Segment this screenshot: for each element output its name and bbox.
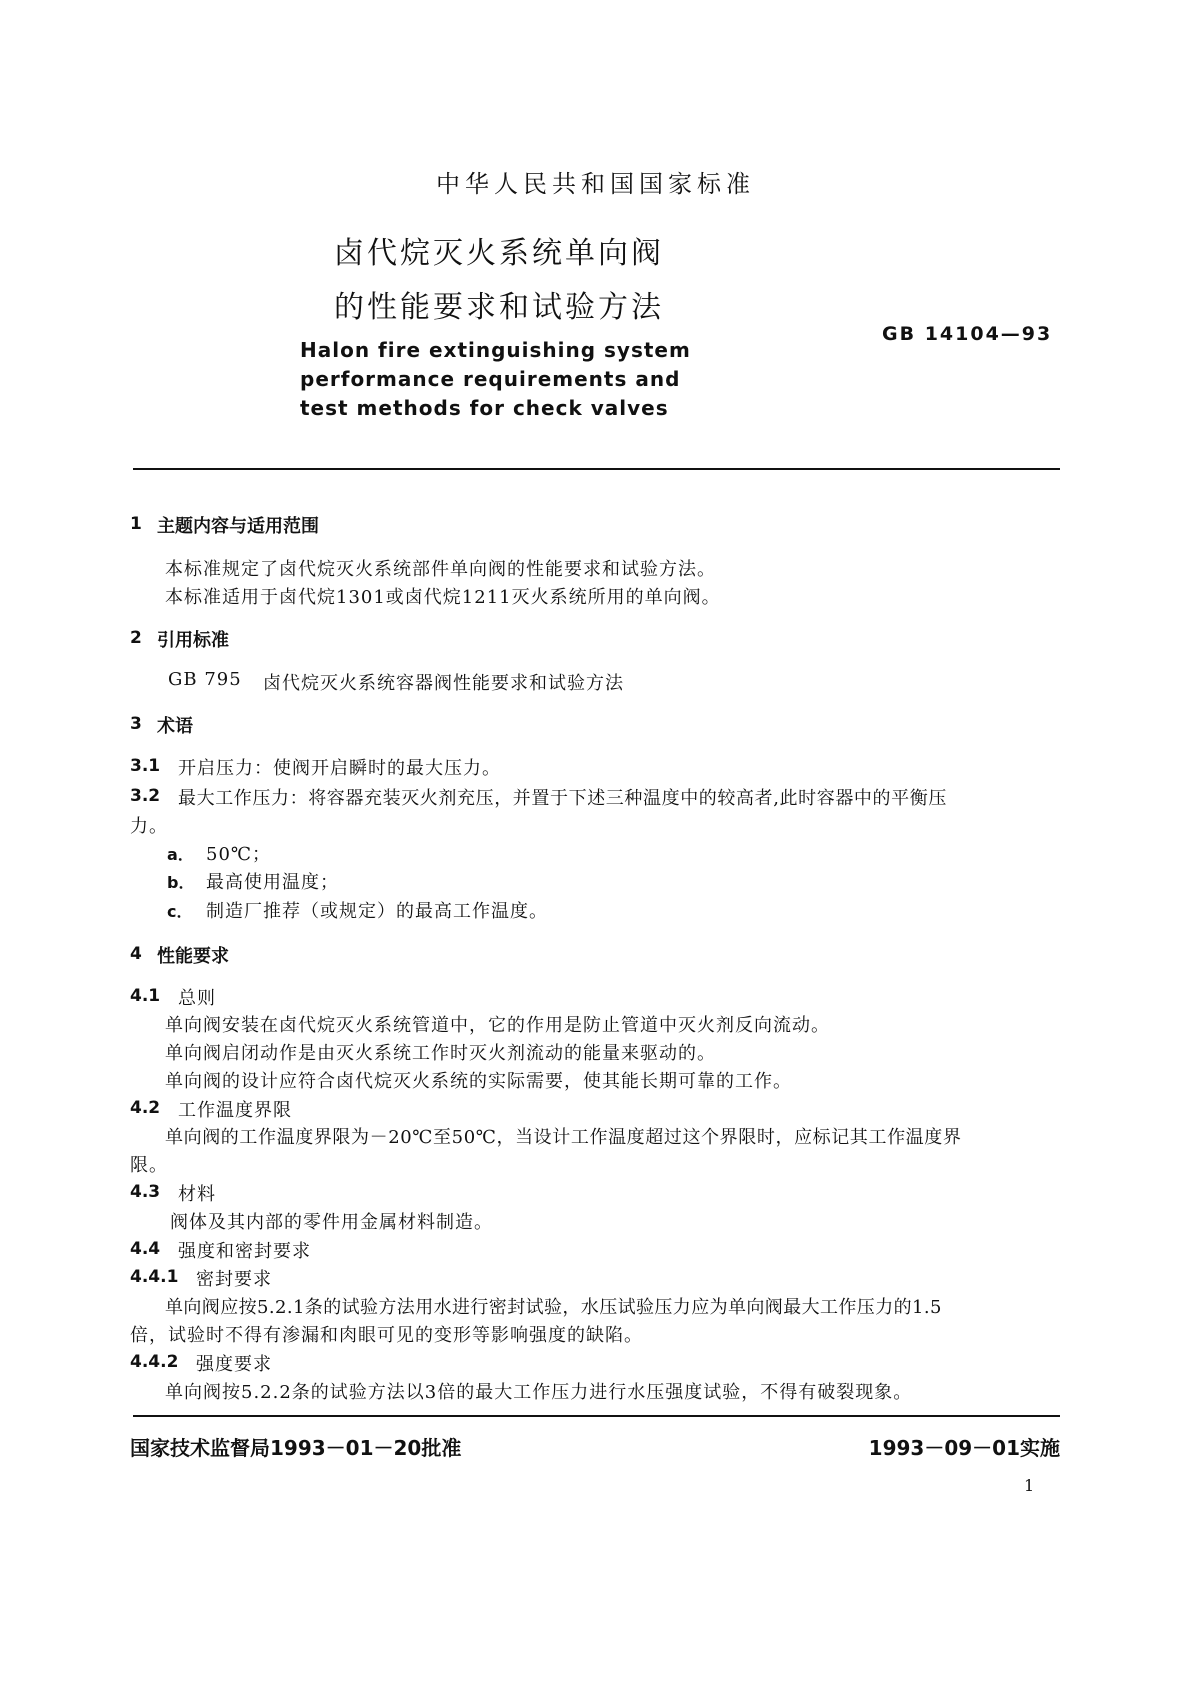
clause-4-4-1-para-1: 单向阀应按5.2.1条的试验方法用水进行密封试验，水压试验压力应为单向阀最大工作压力的1.5: [165, 1297, 942, 1318]
national-standard-label: 中华人民共和国国家标准: [436, 170, 755, 198]
clause-3-2-number: 3.2: [130, 786, 161, 806]
clause-4-4-2-title: 强度要求: [196, 1354, 272, 1375]
title-cn-line2: 的性能要求和试验方法: [334, 290, 664, 325]
list-item-c-label: c．: [167, 902, 193, 921]
section-2-title: 引用标准: [157, 630, 229, 651]
section-4-number: 4: [130, 944, 142, 964]
clause-4-4-1-title: 密封要求: [196, 1269, 272, 1290]
section-4-title: 性能要求: [157, 946, 229, 967]
header-divider: [133, 468, 1060, 470]
clause-4-2-para-2: 限。: [130, 1155, 168, 1176]
section-2-number: 2: [130, 628, 142, 648]
title-en-line1: Halon fire extinguishing system: [300, 338, 691, 362]
clause-4-1-para-1: 单向阀安装在卤代烷灭火系统管道中，它的作用是防止管道中灭火剂反向流动。: [165, 1015, 830, 1036]
clause-4-2-title: 工作温度界限: [178, 1100, 292, 1121]
clause-4-2-para-1: 单向阀的工作温度界限为－20℃至50℃，当设计工作温度超过这个界限时，应标记其工作温度界: [165, 1127, 962, 1148]
clause-3-1-text: 开启压力：使阀开启瞬时的最大压力。: [178, 758, 501, 779]
clause-4-1-number: 4.1: [130, 986, 161, 1006]
section-1-para-1: 本标准规定了卤代烷灭火系统部件单向阀的性能要求和试验方法。: [165, 559, 716, 580]
clause-4-3-number: 4.3: [130, 1182, 161, 1202]
reference-code: GB 795: [168, 669, 242, 690]
title-en-line2: performance requirements and: [300, 367, 681, 391]
clause-4-4-2-number: 4.4.2: [130, 1352, 179, 1372]
clause-4-4-1-para-2: 倍，试验时不得有渗漏和肉眼可见的变形等影响强度的缺陷。: [130, 1325, 643, 1346]
effective-date: 1993－09－01实施: [868, 1436, 1060, 1460]
clause-4-1-para-2: 单向阀启闭动作是由灭火系统工作时灭火剂流动的能量来驱动的。: [165, 1043, 716, 1064]
list-item-a-text: 50℃；: [206, 844, 272, 865]
clause-4-1-para-3: 单向阀的设计应符合卤代烷灭火系统的实际需要，使其能长期可靠的工作。: [165, 1071, 792, 1092]
page-number: 1: [1024, 1476, 1035, 1495]
approval-date: 国家技术监督局1993－01－20批准: [130, 1436, 462, 1460]
section-1-para-2: 本标准适用于卤代烷1301或卤代烷1211灭火系统所用的单向阀。: [165, 587, 721, 608]
section-1-number: 1: [130, 514, 142, 534]
clause-3-1-number: 3.1: [130, 756, 161, 776]
list-item-b-text: 最高使用温度；: [206, 872, 339, 893]
clause-4-3-title: 材料: [178, 1184, 216, 1205]
clause-3-2-text-cont: 力。: [130, 816, 168, 837]
clause-4-4-number: 4.4: [130, 1239, 161, 1259]
clause-4-4-2-para-1: 单向阀按5.2.2条的试验方法以3倍的最大工作压力进行水压强度试验，不得有破裂现象。: [165, 1382, 913, 1403]
title-en-line3: test methods for check valves: [300, 396, 669, 420]
standard-code: GB 14104—93: [882, 323, 1053, 345]
reference-title: 卤代烷灭火系统容器阀性能要求和试验方法: [263, 673, 624, 694]
section-3-number: 3: [130, 714, 142, 734]
list-item-a-label: a．: [167, 845, 194, 864]
clause-3-2-text: 最大工作压力：将容器充装灭火剂充压，并置于下述三种温度中的较高者,此时容器中的平衡压: [178, 788, 947, 809]
clause-4-2-number: 4.2: [130, 1098, 161, 1118]
clause-4-4-1-number: 4.4.1: [130, 1267, 179, 1287]
section-1-title: 主题内容与适用范围: [157, 516, 319, 537]
clause-4-4-title: 强度和密封要求: [178, 1241, 311, 1262]
list-item-b-label: b．: [167, 873, 195, 892]
list-item-c-text: 制造厂推荐（或规定）的最高工作温度。: [206, 901, 548, 922]
title-cn-line1: 卤代烷灭火系统单向阀: [334, 236, 664, 271]
clause-4-1-title: 总则: [178, 988, 216, 1009]
clause-4-3-para-1: 阀体及其内部的零件用金属材料制造。: [170, 1212, 493, 1233]
footer-divider: [133, 1415, 1060, 1417]
section-3-title: 术语: [157, 716, 193, 737]
